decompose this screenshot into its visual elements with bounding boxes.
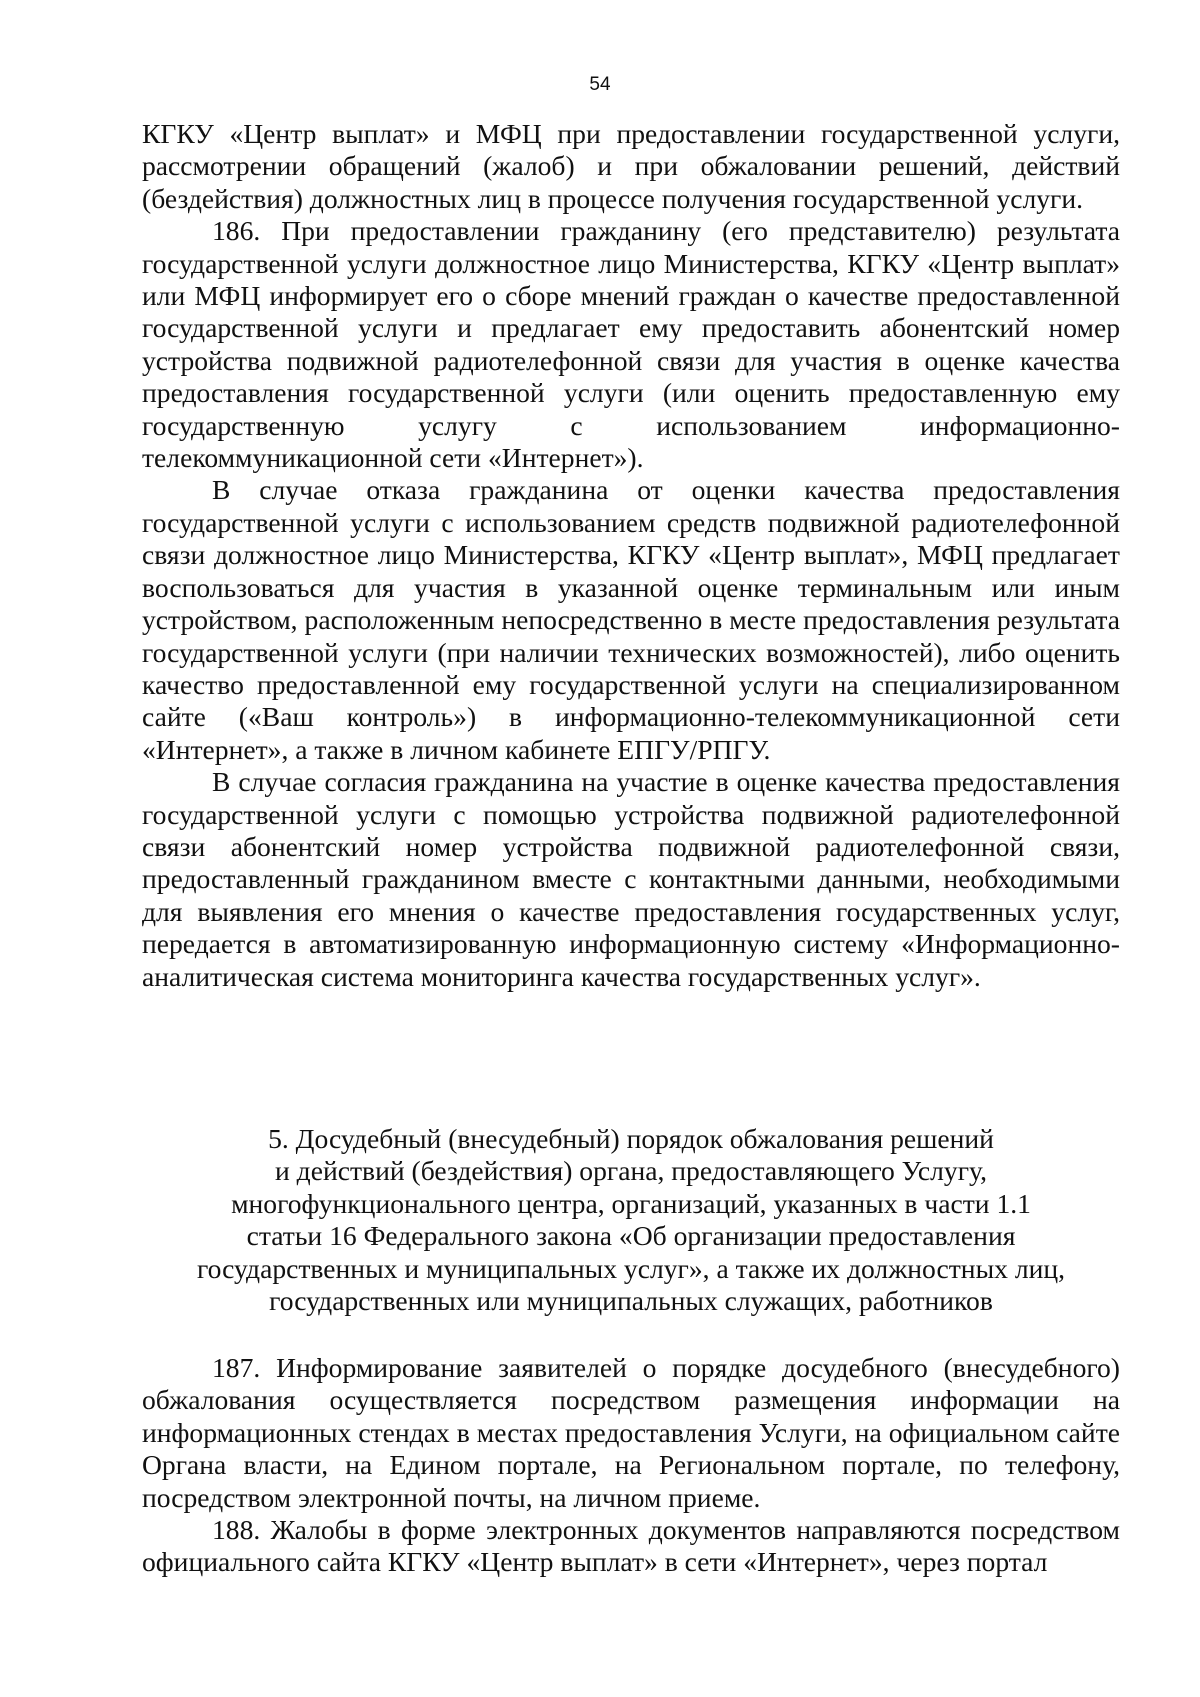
body-text-before-heading	[142, 118, 1120, 993]
paragraph-186: 186. При предоставлении гражданину (его представителю) результата государственной услуги должностное лицо Министерства, КГКУ «Центр выплат» или МФЦ информирует его о сборе мнений граждан о качестве предоставленной государственной услуги и предлагает ему предоставить абонентский номер устройства подвижной радиотелефонной связи для участия в оценке качества предоставления государственной услуги (или оценить предоставленную ему государственную услугу с использованием информационно-телекоммуникационной сети «Интернет»).	[142, 215, 1120, 474]
section-heading-line: государственных и муниципальных услуг», а также их должностных лиц,	[196, 1252, 1066, 1284]
section-heading-line: и действий (бездействия) органа, предоставляющего Услугу,	[275, 1155, 987, 1187]
section-heading-line: государственных или муниципальных служащих, работников	[269, 1285, 993, 1317]
paragraph-188: 188. Жалобы в форме электронных документов направляются посредством официального сайта КГКУ «Центр выплат» в сети «Интернет», через портал	[142, 1514, 1120, 1578]
paragraph-consent-case: В случае согласия гражданина на участие в оценке качества предоставления государственной услуги с помощью устройства подвижной радиотелефонной связи абонентский номер устройства подвижной радиотелефонной связи, предоставленный гражданином вместе с контактными данными, необходимыми для выявления его мнения о качестве предоставления государственных услуг, передается в автоматизированную информационную систему «Информационно-аналитическая система мониторинга качества государственных услуг».	[142, 766, 1120, 992]
section-heading-line: 5. Досудебный (внесудебный) порядок обжалования решений	[268, 1123, 994, 1154]
paragraph-refusal-case: В случае отказа гражданина от оценки качества предоставления государственной услуги с использованием средств подвижной радиотелефонной связи должностное лицо Министерства, КГКУ «Центр выплат», МФЦ предлагает воспользоваться для участия в указанной оценке терминальным или иным устройством, расположенным непосредственно в месте предоставления результата государственной услуги (при наличии технических возможностей), либо оценить качество предоставленной ему государственной услуги на специализированном сайте («Ваш контроль») в информационно-телекоммуникационной сети «Интернет», а также в личном кабинете ЕПГУ/РПГУ.	[142, 474, 1120, 765]
page-number: 54	[589, 74, 611, 95]
body-text-after-heading	[142, 1352, 1120, 1579]
paragraph-187: 187. Информирование заявителей о порядке досудебного (внесудебного) обжалования осуществляется посредством размещения информации на информационных стендах в местах предоставления Услуги, на официальном сайте Органа власти, на Едином портале, на Региональном портале, по телефону, посредством электронной почты, на личном приеме.	[142, 1352, 1120, 1513]
paragraph-continuation: КГКУ «Центр выплат» и МФЦ при предоставлении государственной услуги, рассмотрении обращений (жалоб) и при обжаловании решений, действий (бездействия) должностных лиц в процессе получения государственной услуги.	[142, 118, 1120, 214]
section-heading-line: многофункционального центра, организаций, указанных в части 1.1	[231, 1187, 1031, 1219]
section-heading	[142, 1123, 1120, 1317]
section-heading-line: статьи 16 Федерального закона «Об организации предоставления	[246, 1220, 1016, 1252]
